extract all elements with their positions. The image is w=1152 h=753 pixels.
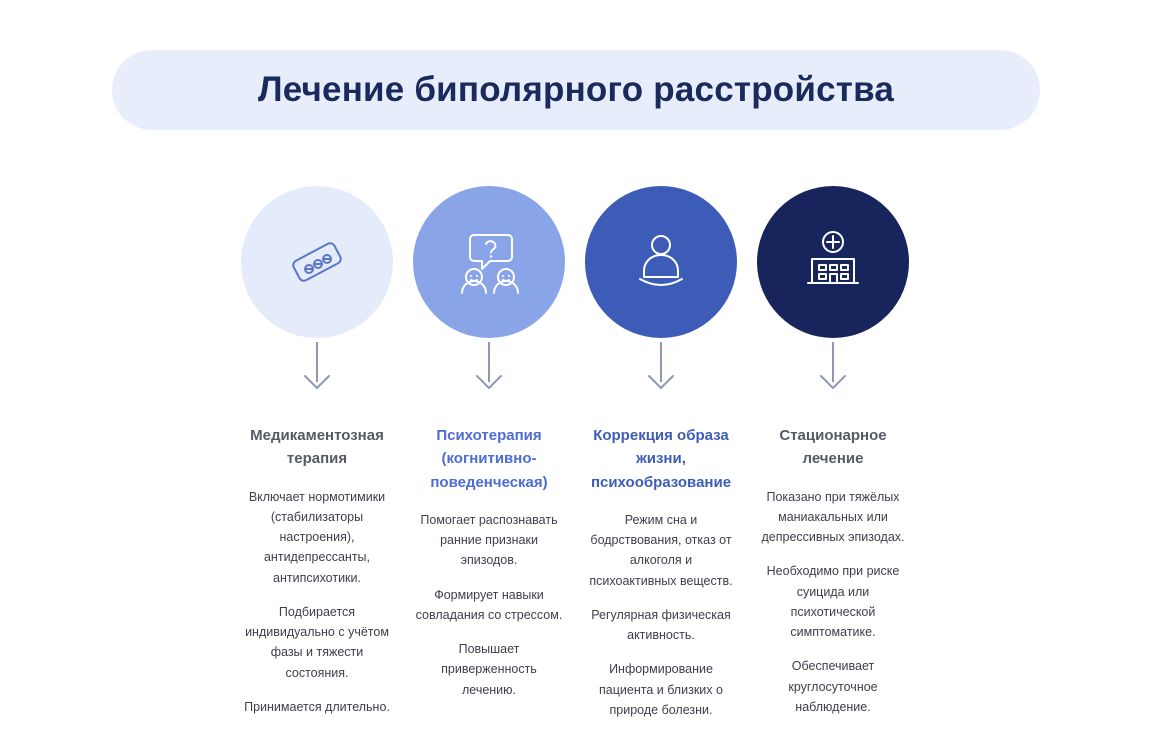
column-paragraph: Формирует навыки совладания со стрессом.: [415, 587, 563, 622]
column-paragraph: Повышает приверженность лечению.: [441, 642, 537, 697]
column-paragraph: Информирование пациента и близких о природе болезни.: [599, 662, 723, 717]
column-paragraph: Подбирается индивидуально с учётом фазы и тяжести состояния.: [245, 604, 389, 680]
column-paragraph: Включает нормотимики (стабилизаторы настроения), антидепрессанты, антипсихотики.: [248, 489, 386, 585]
connector-arrow-1: [297, 342, 337, 400]
treatment-columns: [236, 186, 916, 720]
treatment-column-lifestyle: [580, 186, 742, 720]
icon-circle-1: [241, 186, 393, 338]
column-body-2: [415, 510, 563, 700]
hospital-icon: [792, 221, 874, 303]
treatment-column-psychotherapy: [408, 186, 570, 720]
column-body-1: [243, 487, 391, 718]
title-banner: [112, 50, 1040, 130]
column-body-4: [759, 487, 907, 718]
icon-circle-3: [585, 186, 737, 338]
connector-arrow-4: [813, 342, 853, 400]
column-title-2: Психотерапия (когнитивно-поведенческая): [430, 427, 548, 491]
column-body-3: [587, 510, 735, 720]
column-title-1: Медикаментозная терапия: [250, 427, 384, 468]
column-paragraph: Необходимо при риске суицида или психотической симптоматике.: [766, 564, 900, 639]
connector-arrow-3: [641, 342, 681, 400]
treatment-column-inpatient: [752, 186, 914, 720]
pill-strip-icon: [278, 223, 356, 301]
icon-circle-2: [413, 186, 565, 338]
column-paragraph: Обеспечивает круглосуточное наблюдение.: [788, 659, 878, 714]
column-paragraph: Регулярная физическая активность.: [591, 607, 731, 642]
column-title-3: Коррекция образа жизни, психообразование: [590, 427, 732, 491]
self-care-icon: [620, 221, 702, 303]
column-paragraph: Принимается длительно.: [244, 699, 390, 714]
column-paragraph: Режим сна и бодрствования, отказ от алкоголя и психоактивных веществ.: [589, 512, 733, 588]
column-title-4: Стационарное лечение: [779, 427, 887, 468]
connector-arrow-2: [469, 342, 509, 400]
column-paragraph: Показано при тяжёлых маниакальных или депрессивных эпизодах.: [761, 489, 905, 544]
treatment-column-medication: [236, 186, 398, 720]
page-title: Лечение биполярного расстройства: [257, 70, 895, 109]
icon-circle-4: [757, 186, 909, 338]
column-paragraph: Помогает распознавать ранние признаки эпизодов.: [420, 512, 558, 568]
psychotherapy-icon: [448, 221, 530, 303]
